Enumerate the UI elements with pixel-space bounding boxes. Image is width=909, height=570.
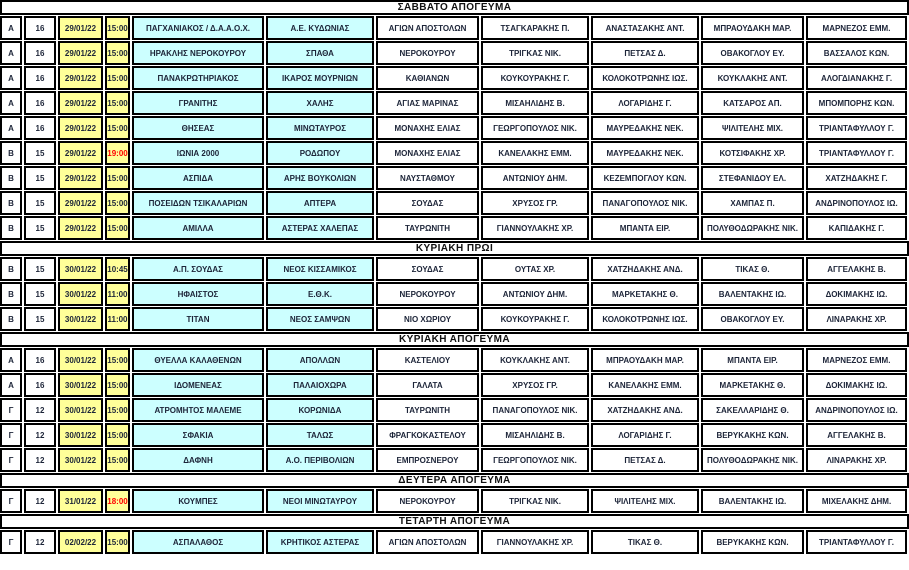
match-row — [0, 116, 909, 140]
referee-cell: ΛΙΝΑΡΑΚΗΣ ΧΡ. — [806, 307, 907, 331]
referee-cell: ΠΑΝΑΓΟΠΟΥΛΟΣ ΝΙΚ. — [591, 191, 699, 215]
referee-cell: ΠΕΤΣΑΣ Δ. — [591, 41, 699, 65]
referee-cell: ΤΣΑΓΚΑΡΑΚΗΣ Π. — [481, 16, 589, 40]
match-date-cell: 30/01/22 — [58, 423, 103, 447]
age-group-cell: 16 — [24, 116, 56, 140]
match-time-cell: 15:00 — [105, 423, 130, 447]
match-date-cell: 29/01/22 — [58, 91, 103, 115]
category-cell: Β — [0, 166, 22, 190]
referee-cell: ΚΟΥΚΛΑΚΗΣ ΑΝΤ. — [481, 348, 589, 372]
match-date-cell: 29/01/22 — [58, 16, 103, 40]
match-row — [0, 141, 909, 165]
venue-cell: ΑΓΙΩΝ ΑΠΟΣΤΟΛΩΝ — [376, 530, 479, 554]
referee-cell: ΠΟΛΥΘΟΔΩΡΑΚΗΣ ΝΙΚ. — [701, 216, 804, 240]
section-header: ΔΕΥΤΕΡΑ ΑΠΟΓΕΥΜΑ — [0, 473, 909, 488]
match-date-cell: 30/01/22 — [58, 373, 103, 397]
home-team-cell: ΔΑΦΝΗ — [132, 448, 264, 472]
match-row — [0, 282, 909, 306]
away-team-cell: ΡΟΔΩΠΟΥ — [266, 141, 374, 165]
referee-cell: ΛΟΓΑΡΙΔΗΣ Γ. — [591, 423, 699, 447]
away-team-cell: Α.Ε. ΚΥΔΩΝΙΑΣ — [266, 16, 374, 40]
referee-cell: ΣΑΚΕΛΛΑΡΙΔΗΣ Θ. — [701, 398, 804, 422]
home-team-cell: ΠΑΓΧΑΝΙΑΚΟΣ / Δ.Α.Α.Ο.Χ. — [132, 16, 264, 40]
home-team-cell: ΑΣΠΑΛΑΘΟΣ — [132, 530, 264, 554]
referee-cell: ΧΑΤΖΗΔΑΚΗΣ Γ. — [806, 166, 907, 190]
category-cell: Γ — [0, 398, 22, 422]
age-group-cell: 16 — [24, 66, 56, 90]
section-header: ΚΥΡΙΑΚΗ ΑΠΟΓΕΥΜΑ — [0, 332, 909, 347]
away-team-cell: ΧΑΛΗΣ — [266, 91, 374, 115]
home-team-cell: ΑΣΠΙΔΑ — [132, 166, 264, 190]
match-time-cell: 18:00 — [105, 489, 130, 513]
match-row — [0, 530, 909, 554]
referee-cell: ΚΑΠΙΔΑΚΗΣ Γ. — [806, 216, 907, 240]
home-team-cell: ΠΑΝΑΚΡΩΤΗΡΙΑΚΟΣ — [132, 66, 264, 90]
referee-cell: ΜΠΡΑΟΥΔΑΚΗ ΜΑΡ. — [701, 16, 804, 40]
referee-cell: ΚΑΝΕΛΑΚΗΣ ΕΜΜ. — [481, 141, 589, 165]
referee-cell: ΧΑΤΖΗΔΑΚΗΣ ΑΝΔ. — [591, 398, 699, 422]
match-row — [0, 348, 909, 372]
home-team-cell: ΘΗΣΕΑΣ — [132, 116, 264, 140]
venue-cell: ΦΡΑΓΚΟΚΑΣΤΕΛΟΥ — [376, 423, 479, 447]
away-team-cell: Α.Ο. ΠΕΡΙΒΟΛΙΩΝ — [266, 448, 374, 472]
home-team-cell: ΣΦΑΚΙΑ — [132, 423, 264, 447]
referee-cell: ΤΙΚΑΣ Θ. — [591, 530, 699, 554]
age-group-cell: 15 — [24, 141, 56, 165]
referee-cell: ΜΑΥΡΕΔΑΚΗΣ ΝΕΚ. — [591, 141, 699, 165]
venue-cell: ΝΙΟ ΧΩΡΙΟΥ — [376, 307, 479, 331]
venue-cell: ΕΜΠΡΟΣΝΕΡΟΥ — [376, 448, 479, 472]
venue-cell: ΜΟΝΑΧΗΣ ΕΛΙΑΣ — [376, 141, 479, 165]
venue-cell: ΚΑΘΙΑΝΩΝ — [376, 66, 479, 90]
match-time-cell: 15:00 — [105, 116, 130, 140]
away-team-cell: Ε.Θ.Κ. — [266, 282, 374, 306]
referee-cell: ΑΝΔΡΙΝΟΠΟΥΛΟΣ ΙΩ. — [806, 191, 907, 215]
referee-cell: ΚΑΝΕΛΑΚΗΣ ΕΜΜ. — [591, 373, 699, 397]
referee-cell: ΧΡΥΣΟΣ ΓΡ. — [481, 191, 589, 215]
match-date-cell: 30/01/22 — [58, 257, 103, 281]
age-group-cell: 15 — [24, 216, 56, 240]
away-team-cell: ΙΚΑΡΟΣ ΜΟΥΡΝΙΩΝ — [266, 66, 374, 90]
age-group-cell: 16 — [24, 16, 56, 40]
match-date-cell: 29/01/22 — [58, 41, 103, 65]
referee-cell: ΑΝΔΡΙΝΟΠΟΥΛΟΣ ΙΩ. — [806, 398, 907, 422]
referee-cell: ΟΥΤΑΣ ΧΡ. — [481, 257, 589, 281]
match-row — [0, 16, 909, 40]
category-cell: Β — [0, 282, 22, 306]
category-cell: Α — [0, 348, 22, 372]
referee-cell: ΜΠΡΑΟΥΔΑΚΗ ΜΑΡ. — [591, 348, 699, 372]
match-date-cell: 29/01/22 — [58, 116, 103, 140]
home-team-cell: Α.Π. ΣΟΥΔΑΣ — [132, 257, 264, 281]
referee-cell: ΒΑΛΕΝΤΑΚΗΣ ΙΩ. — [701, 282, 804, 306]
referee-cell: ΤΙΚΑΣ Θ. — [701, 257, 804, 281]
away-team-cell: ΑΠΤΕΡΑ — [266, 191, 374, 215]
match-time-cell: 15:00 — [105, 16, 130, 40]
home-team-cell: ΤΙΤΑΝ — [132, 307, 264, 331]
venue-cell: ΝΕΡΟΚΟΥΡΟΥ — [376, 41, 479, 65]
referee-cell: ΚΟΛΟΚΟΤΡΩΝΗΣ ΙΩΣ. — [591, 307, 699, 331]
home-team-cell: ΓΡΑΝΙΤΗΣ — [132, 91, 264, 115]
match-time-cell: 15:00 — [105, 191, 130, 215]
venue-cell: ΝΕΡΟΚΟΥΡΟΥ — [376, 282, 479, 306]
age-group-cell: 12 — [24, 489, 56, 513]
referee-cell: ΑΝΤΩΝΙΟΥ ΔΗΜ. — [481, 166, 589, 190]
section-header: ΣΑΒΒΑΤΟ ΑΠΟΓΕΥΜΑ — [0, 0, 909, 15]
referee-cell: ΟΒΑΚΟΓΛΟΥ ΕΥ. — [701, 307, 804, 331]
category-cell: Β — [0, 307, 22, 331]
match-time-cell: 15:00 — [105, 216, 130, 240]
match-time-cell: 15:00 — [105, 530, 130, 554]
referee-cell: ΑΛΟΓΔΙΑΝΑΚΗΣ Γ. — [806, 66, 907, 90]
away-team-cell: ΝΕΟΣ ΚΙΣΣΑΜΙΚΟΣ — [266, 257, 374, 281]
venue-cell: ΤΑΥΡΩΝΙΤΗ — [376, 216, 479, 240]
home-team-cell: ΗΡΑΚΛΗΣ ΝΕΡΟΚΟΥΡΟΥ — [132, 41, 264, 65]
section-header: ΤΕΤΑΡΤΗ ΑΠΟΓΕΥΜΑ — [0, 514, 909, 529]
referee-cell: ΑΓΓΕΛΑΚΗΣ Β. — [806, 423, 907, 447]
venue-cell: ΓΑΛΑΤΑ — [376, 373, 479, 397]
age-group-cell: 12 — [24, 448, 56, 472]
venue-cell: ΤΑΥΡΩΝΙΤΗ — [376, 398, 479, 422]
match-row — [0, 41, 909, 65]
referee-cell: ΣΤΕΦΑΝΙΔΟΥ ΕΛ. — [701, 166, 804, 190]
away-team-cell: ΝΕΟΣ ΣΑΜΨΩΝ — [266, 307, 374, 331]
home-team-cell: ΙΔΟΜΕΝΕΑΣ — [132, 373, 264, 397]
referee-cell: ΜΠΑΝΤΑ ΕΙΡ. — [701, 348, 804, 372]
match-date-cell: 31/01/22 — [58, 489, 103, 513]
match-time-cell: 11:00 — [105, 307, 130, 331]
category-cell: Γ — [0, 530, 22, 554]
match-time-cell: 15:00 — [105, 448, 130, 472]
away-team-cell: ΚΡΗΤΙΚΟΣ ΑΣΤΕΡΑΣ — [266, 530, 374, 554]
referee-cell: ΓΙΑΝΝΟΥΛΑΚΗΣ ΧΡ. — [481, 216, 589, 240]
away-team-cell: ΑΠΟΛΛΩΝ — [266, 348, 374, 372]
age-group-cell: 15 — [24, 257, 56, 281]
category-cell: Α — [0, 16, 22, 40]
away-team-cell: ΑΣΤΕΡΑΣ ΧΑΛΕΠΑΣ — [266, 216, 374, 240]
referee-cell: ΟΒΑΚΟΓΛΟΥ ΕΥ. — [701, 41, 804, 65]
referee-cell: ΚΟΥΚΟΥΡΑΚΗΣ Γ. — [481, 66, 589, 90]
home-team-cell: ΑΤΡΟΜΗΤΟΣ ΜΑΛΕΜΕ — [132, 398, 264, 422]
away-team-cell: ΠΑΛΑΙΟΧΩΡΑ — [266, 373, 374, 397]
referee-cell: ΜΠΑΝΤΑ ΕΙΡ. — [591, 216, 699, 240]
referee-cell: ΔΟΚΙΜΑΚΗΣ ΙΩ. — [806, 282, 907, 306]
referee-cell: ΒΕΡΥΚΑΚΗΣ ΚΩΝ. — [701, 530, 804, 554]
category-cell: Γ — [0, 489, 22, 513]
referee-cell: ΠΟΛΥΘΟΔΩΡΑΚΗΣ ΝΙΚ. — [701, 448, 804, 472]
referee-cell: ΚΑΤΣΑΡΟΣ ΑΠ. — [701, 91, 804, 115]
age-group-cell: 16 — [24, 91, 56, 115]
age-group-cell: 16 — [24, 348, 56, 372]
match-time-cell: 15:00 — [105, 398, 130, 422]
referee-cell: ΤΡΙΓΚΑΣ ΝΙΚ. — [481, 41, 589, 65]
referee-cell: ΤΡΙΑΝΤΑΦΥΛΛΟΥ Γ. — [806, 141, 907, 165]
referee-cell: ΔΟΚΙΜΑΚΗΣ ΙΩ. — [806, 373, 907, 397]
match-time-cell: 15:00 — [105, 373, 130, 397]
referee-cell: ΧΡΥΣΟΣ ΓΡ. — [481, 373, 589, 397]
referee-cell: ΚΟΤΣΙΦΑΚΗΣ ΧΡ. — [701, 141, 804, 165]
match-row — [0, 91, 909, 115]
match-date-cell: 29/01/22 — [58, 141, 103, 165]
home-team-cell: ΠΟΣΕΙΔΩΝ ΤΣΙΚΑΛΑΡΙΩΝ — [132, 191, 264, 215]
referee-cell: ΚΕΖΕΜΠΟΓΛΟΥ ΚΩΝ. — [591, 166, 699, 190]
home-team-cell: ΗΦΑΙΣΤΟΣ — [132, 282, 264, 306]
age-group-cell: 15 — [24, 191, 56, 215]
venue-cell: ΚΑΣΤΕΛΙΟΥ — [376, 348, 479, 372]
referee-cell: ΜΠΟΜΠΟΡΗΣ ΚΩΝ. — [806, 91, 907, 115]
referee-cell: ΓΕΩΡΓΟΠΟΥΛΟΣ ΝΙΚ. — [481, 116, 589, 140]
referee-cell: ΜΑΡΚΕΤΑΚΗΣ Θ. — [591, 282, 699, 306]
match-row — [0, 373, 909, 397]
match-time-cell: 19:00 — [105, 141, 130, 165]
match-date-cell: 30/01/22 — [58, 448, 103, 472]
referee-cell: ΚΟΥΚΟΥΡΑΚΗΣ Γ. — [481, 307, 589, 331]
match-row — [0, 191, 909, 215]
category-cell: Α — [0, 91, 22, 115]
match-row — [0, 257, 909, 281]
away-team-cell: ΜΙΝΩΤΑΥΡΟΣ — [266, 116, 374, 140]
match-time-cell: 15:00 — [105, 166, 130, 190]
home-team-cell: ΘΥΕΛΛΑ ΚΑΛΑΘΕΝΩΝ — [132, 348, 264, 372]
referee-cell: ΤΡΙΑΝΤΑΦΥΛΛΟΥ Γ. — [806, 530, 907, 554]
referee-cell: ΜΑΡΚΕΤΑΚΗΣ Θ. — [701, 373, 804, 397]
section-header: ΚΥΡΙΑΚΗ ΠΡΩΙ — [0, 241, 909, 256]
match-row — [0, 448, 909, 472]
category-cell: Γ — [0, 448, 22, 472]
match-row — [0, 489, 909, 513]
referee-cell: ΨΙΛΙΤΕΛΗΣ ΜΙΧ. — [701, 116, 804, 140]
referee-cell: ΜΑΡΝΕΖΟΣ ΕΜΜ. — [806, 16, 907, 40]
category-cell: Α — [0, 66, 22, 90]
venue-cell: ΑΓΙΩΝ ΑΠΟΣΤΟΛΩΝ — [376, 16, 479, 40]
match-time-cell: 11:00 — [105, 282, 130, 306]
venue-cell: ΣΟΥΔΑΣ — [376, 257, 479, 281]
referee-cell: ΒΕΡΥΚΑΚΗΣ ΚΩΝ. — [701, 423, 804, 447]
category-cell: Β — [0, 257, 22, 281]
referee-cell: ΚΟΥΚΛΑΚΗΣ ΑΝΤ. — [701, 66, 804, 90]
referee-cell: ΜΑΥΡΕΔΑΚΗΣ ΝΕΚ. — [591, 116, 699, 140]
category-cell: Β — [0, 216, 22, 240]
category-cell: Β — [0, 191, 22, 215]
match-time-cell: 10:45 — [105, 257, 130, 281]
match-date-cell: 30/01/22 — [58, 307, 103, 331]
match-date-cell: 29/01/22 — [58, 191, 103, 215]
referee-cell: ΑΝΤΩΝΙΟΥ ΔΗΜ. — [481, 282, 589, 306]
match-date-cell: 30/01/22 — [58, 398, 103, 422]
away-team-cell: ΝΕΟΙ ΜΙΝΩΤΑΥΡΟΥ — [266, 489, 374, 513]
match-row — [0, 423, 909, 447]
age-group-cell: 15 — [24, 166, 56, 190]
match-row — [0, 307, 909, 331]
venue-cell: ΣΟΥΔΑΣ — [376, 191, 479, 215]
referee-cell: ΜΙΣΑΗΛΙΔΗΣ Β. — [481, 423, 589, 447]
age-group-cell: 15 — [24, 307, 56, 331]
referee-cell: ΒΑΣΣΑΛΟΣ ΚΩΝ. — [806, 41, 907, 65]
referee-cell: ΜΙΧΕΛΑΚΗΣ ΔΗΜ. — [806, 489, 907, 513]
match-row — [0, 216, 909, 240]
match-date-cell: 02/02/22 — [58, 530, 103, 554]
match-date-cell: 30/01/22 — [58, 282, 103, 306]
age-group-cell: 16 — [24, 41, 56, 65]
referee-cell: ΓΕΩΡΓΟΠΟΥΛΟΣ ΝΙΚ. — [481, 448, 589, 472]
referee-cell: ΨΙΛΙΤΕΛΗΣ ΜΙΧ. — [591, 489, 699, 513]
match-time-cell: 15:00 — [105, 348, 130, 372]
home-team-cell: ΚΟΥΜΠΕΣ — [132, 489, 264, 513]
match-date-cell: 30/01/22 — [58, 348, 103, 372]
match-row — [0, 66, 909, 90]
referee-cell: ΧΑΤΖΗΔΑΚΗΣ ΑΝΔ. — [591, 257, 699, 281]
referee-cell: ΤΡΙΓΚΑΣ ΝΙΚ. — [481, 489, 589, 513]
match-row — [0, 166, 909, 190]
referee-cell: ΑΝΑΣΤΑΣΑΚΗΣ ΑΝΤ. — [591, 16, 699, 40]
match-date-cell: 29/01/22 — [58, 66, 103, 90]
category-cell: Α — [0, 41, 22, 65]
away-team-cell: ΣΠΑΘΑ — [266, 41, 374, 65]
category-cell: Α — [0, 116, 22, 140]
match-date-cell: 29/01/22 — [58, 166, 103, 190]
away-team-cell: ΑΡΗΣ ΒΟΥΚΟΛΙΩΝ — [266, 166, 374, 190]
category-cell: Α — [0, 373, 22, 397]
match-time-cell: 15:00 — [105, 66, 130, 90]
match-row — [0, 398, 909, 422]
age-group-cell: 12 — [24, 423, 56, 447]
away-team-cell: ΚΟΡΩΝΙΔΑ — [266, 398, 374, 422]
category-cell: Γ — [0, 423, 22, 447]
age-group-cell: 12 — [24, 530, 56, 554]
referee-cell: ΓΙΑΝΝΟΥΛΑΚΗΣ ΧΡ. — [481, 530, 589, 554]
category-cell: Β — [0, 141, 22, 165]
referee-cell: ΛΙΝΑΡΑΚΗΣ ΧΡ. — [806, 448, 907, 472]
age-group-cell: 12 — [24, 398, 56, 422]
referee-cell: ΠΑΝΑΓΟΠΟΥΛΟΣ ΝΙΚ. — [481, 398, 589, 422]
match-time-cell: 15:00 — [105, 91, 130, 115]
venue-cell: ΑΓΙΑΣ ΜΑΡΙΝΑΣ — [376, 91, 479, 115]
referee-cell: ΒΑΛΕΝΤΑΚΗΣ ΙΩ. — [701, 489, 804, 513]
home-team-cell: ΑΜΙΛΛΑ — [132, 216, 264, 240]
age-group-cell: 16 — [24, 373, 56, 397]
referee-cell: ΠΕΤΣΑΣ Δ. — [591, 448, 699, 472]
referee-cell: ΚΟΛΟΚΟΤΡΩΝΗΣ ΙΩΣ. — [591, 66, 699, 90]
referee-cell: ΛΟΓΑΡΙΔΗΣ Γ. — [591, 91, 699, 115]
match-date-cell: 29/01/22 — [58, 216, 103, 240]
home-team-cell: ΙΩΝΙΑ 2000 — [132, 141, 264, 165]
match-time-cell: 15:00 — [105, 41, 130, 65]
referee-cell: ΧΑΜΠΑΣ Π. — [701, 191, 804, 215]
venue-cell: ΝΕΡΟΚΟΥΡΟΥ — [376, 489, 479, 513]
venue-cell: ΜΟΝΑΧΗΣ ΕΛΙΑΣ — [376, 116, 479, 140]
referee-cell: ΑΓΓΕΛΑΚΗΣ Β. — [806, 257, 907, 281]
age-group-cell: 15 — [24, 282, 56, 306]
referee-cell: ΜΙΣΑΗΛΙΔΗΣ Β. — [481, 91, 589, 115]
away-team-cell: ΤΑΛΩΣ — [266, 423, 374, 447]
referee-cell: ΜΑΡΝΕΖΟΣ ΕΜΜ. — [806, 348, 907, 372]
venue-cell: ΝΑΥΣΤΑΘΜΟΥ — [376, 166, 479, 190]
referee-cell: ΤΡΙΑΝΤΑΦΥΛΛΟΥ Γ. — [806, 116, 907, 140]
